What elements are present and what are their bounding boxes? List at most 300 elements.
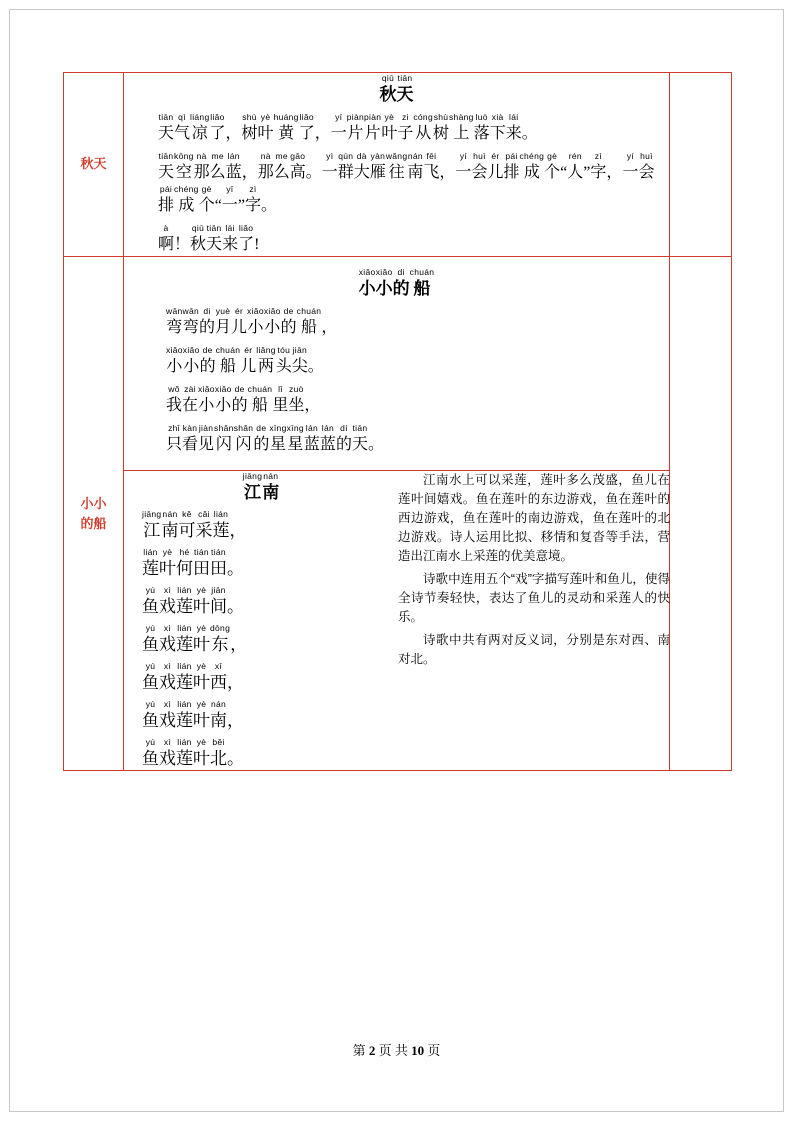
pinyin: liǎo bbox=[210, 112, 225, 122]
hanzi: 个 bbox=[544, 164, 561, 181]
hanzi: 南 bbox=[161, 521, 179, 540]
ruby-char bbox=[210, 737, 227, 770]
hanzi: 一 bbox=[330, 125, 347, 142]
pinyin: piàn bbox=[346, 112, 365, 122]
hanzi: 莲 bbox=[176, 597, 193, 616]
ruby-char bbox=[274, 112, 299, 145]
ruby-char bbox=[174, 151, 194, 184]
paragraph bbox=[124, 223, 669, 256]
ruby-char bbox=[226, 151, 242, 184]
hanzi: ， bbox=[314, 125, 331, 142]
pinyin: zì bbox=[594, 151, 603, 161]
ruby-char bbox=[178, 509, 195, 542]
row-label-text: 秋天 bbox=[80, 156, 107, 172]
pinyin: xiǎo bbox=[214, 384, 232, 394]
hanzi: 子 bbox=[397, 125, 414, 142]
pinyin: lián bbox=[177, 661, 192, 671]
hanzi: ， bbox=[439, 164, 456, 181]
pinyin: me bbox=[275, 151, 288, 161]
hanzi: 排 bbox=[158, 197, 175, 214]
pinyin: yí bbox=[335, 112, 343, 122]
hanzi: 采 bbox=[195, 521, 213, 540]
hanzi: 飞 bbox=[423, 164, 440, 181]
hanzi: 成 bbox=[523, 164, 540, 181]
hanzi: ， bbox=[225, 125, 242, 142]
hanzi: 弯 bbox=[182, 319, 199, 336]
pinyin: di bbox=[397, 267, 405, 277]
ruby-char bbox=[182, 384, 198, 417]
hanzi: 闪 bbox=[235, 436, 252, 453]
hanzi: 叶 bbox=[257, 125, 274, 142]
pinyin: jiān bbox=[292, 345, 307, 355]
ruby-char bbox=[560, 151, 567, 184]
hanzi: 了 bbox=[238, 236, 255, 253]
pinyin bbox=[227, 547, 244, 558]
hanzi: 蓝 bbox=[225, 164, 242, 181]
pinyin: yí bbox=[459, 151, 468, 161]
jiangnan-notes bbox=[398, 471, 670, 770]
pinyin: lián bbox=[143, 547, 158, 557]
ruby-char bbox=[159, 737, 176, 770]
ruby-char bbox=[174, 112, 190, 145]
hanzi: 。 bbox=[227, 559, 244, 578]
pinyin bbox=[227, 737, 244, 748]
pinyin: zuò bbox=[289, 384, 304, 394]
ruby-char bbox=[183, 345, 200, 378]
ruby-char bbox=[234, 423, 254, 456]
ruby-char bbox=[215, 306, 231, 339]
pinyin: xīng bbox=[286, 423, 304, 433]
hanzi: ， bbox=[241, 164, 258, 181]
hanzi: 叶 bbox=[193, 635, 210, 654]
hanzi: 莲 bbox=[176, 673, 193, 692]
ruby-char bbox=[519, 151, 544, 184]
pinyin bbox=[229, 509, 246, 520]
ruby-char bbox=[159, 623, 176, 656]
hanzi: 。 bbox=[227, 597, 244, 616]
pinyin: xià bbox=[491, 112, 504, 122]
pinyin bbox=[227, 585, 244, 596]
ruby-char bbox=[567, 151, 583, 184]
pinyin: jiān bbox=[211, 585, 226, 595]
ruby-char bbox=[226, 112, 242, 145]
hanzi: 叶 bbox=[193, 597, 210, 616]
hanzi: 秋 bbox=[190, 236, 207, 253]
ruby-char bbox=[490, 112, 506, 145]
pinyin: lián bbox=[177, 737, 192, 747]
ruby-char bbox=[176, 661, 193, 694]
pinyin: kàn bbox=[182, 423, 198, 433]
hanzi: 看 bbox=[182, 436, 199, 453]
ruby-char bbox=[274, 151, 290, 184]
lesson-xiaoxiaodechuan-body bbox=[124, 257, 670, 771]
ruby-char bbox=[214, 423, 234, 456]
ruby-char bbox=[174, 223, 190, 256]
ruby-char bbox=[210, 151, 226, 184]
ruby-char bbox=[304, 423, 320, 456]
ruby-char bbox=[258, 151, 274, 184]
hanzi: 叶 bbox=[381, 125, 398, 142]
poem-line bbox=[124, 661, 398, 694]
pinyin: yì bbox=[326, 151, 334, 161]
ruby-char bbox=[338, 151, 354, 184]
hanzi: 船 bbox=[219, 358, 236, 375]
hanzi: 落 bbox=[473, 125, 490, 142]
hanzi: 蓝 bbox=[319, 436, 336, 453]
hanzi: ！ bbox=[174, 236, 191, 253]
ruby-char bbox=[193, 699, 210, 732]
hanzi: 会 bbox=[638, 164, 655, 181]
hanzi: 戏 bbox=[159, 711, 176, 730]
hanzi: 的 bbox=[199, 358, 216, 375]
pinyin: tiān bbox=[352, 423, 368, 433]
pinyin: fēi bbox=[426, 151, 437, 161]
hanzi: 。 bbox=[521, 125, 538, 142]
hanzi: 。 bbox=[260, 197, 277, 214]
pinyin: wǎng bbox=[385, 151, 408, 161]
hanzi: 么 bbox=[209, 164, 226, 181]
pinyin: liǎo bbox=[238, 223, 254, 233]
hanzi: 么 bbox=[273, 164, 290, 181]
hanzi: 。 bbox=[305, 164, 322, 181]
ruby-char bbox=[193, 661, 210, 694]
ruby-char bbox=[503, 151, 519, 184]
hanzi: ， bbox=[606, 164, 623, 181]
ruby-char bbox=[606, 151, 622, 184]
ruby-char bbox=[158, 223, 174, 256]
ruby-char bbox=[142, 737, 159, 770]
pinyin: ér bbox=[491, 151, 500, 161]
pinyin: tián bbox=[211, 547, 226, 557]
ruby-char bbox=[522, 112, 538, 145]
pinyin: de bbox=[202, 345, 213, 355]
ruby-char bbox=[158, 112, 174, 145]
hanzi: 小 bbox=[375, 279, 393, 298]
pinyin: lán bbox=[227, 151, 240, 161]
hanzi: 了 bbox=[209, 125, 226, 142]
pinyin: nán bbox=[407, 151, 423, 161]
hanzi: 可 bbox=[178, 521, 196, 540]
pinyin: tiān bbox=[397, 73, 413, 83]
poem-line bbox=[132, 345, 661, 378]
pinyin: lán bbox=[305, 423, 319, 433]
footer-prefix: 第 bbox=[352, 1043, 366, 1058]
hanzi: 字 bbox=[244, 197, 261, 214]
pinyin: di bbox=[203, 306, 211, 316]
ruby-char bbox=[474, 112, 490, 145]
pinyin: huì bbox=[640, 151, 653, 161]
hanzi: 会 bbox=[471, 164, 488, 181]
ruby-char bbox=[455, 151, 471, 184]
pinyin: xiǎo bbox=[198, 384, 215, 394]
pinyin: huáng bbox=[273, 112, 299, 122]
ruby-char bbox=[272, 384, 288, 417]
ruby-char bbox=[222, 223, 238, 256]
pinyin: lián bbox=[177, 623, 192, 633]
ruby-char bbox=[297, 306, 322, 339]
row-label-qiutian bbox=[64, 73, 124, 257]
hanzi: “ bbox=[560, 164, 568, 181]
hanzi: 。 bbox=[367, 436, 384, 453]
ruby-char bbox=[381, 112, 397, 145]
row-label-text: 小小 的船 bbox=[80, 496, 107, 531]
ruby-char bbox=[276, 345, 292, 378]
pinyin: lái bbox=[225, 223, 235, 233]
hanzi: 鱼 bbox=[142, 711, 159, 730]
lesson-title-qiutian bbox=[124, 73, 669, 106]
hanzi: 江 bbox=[244, 483, 261, 502]
hanzi: 小 bbox=[247, 319, 264, 336]
right-margin-cell bbox=[670, 73, 732, 257]
pinyin bbox=[321, 306, 337, 317]
pinyin: huì bbox=[473, 151, 486, 161]
pinyin: yè bbox=[196, 585, 207, 595]
pinyin: lán bbox=[321, 423, 335, 433]
pinyin: yí bbox=[626, 151, 635, 161]
hanzi: 来 bbox=[222, 236, 239, 253]
poem-xiaoxiaodechuan bbox=[124, 257, 669, 471]
hanzi: 两 bbox=[258, 358, 275, 375]
hanzi: 江 bbox=[143, 521, 161, 540]
poem-line bbox=[124, 699, 398, 732]
hanzi: 啊 bbox=[158, 236, 175, 253]
ruby-char bbox=[261, 184, 277, 217]
hanzi: 南 bbox=[262, 483, 280, 502]
pinyin: xiǎo bbox=[263, 306, 281, 316]
poem-line bbox=[124, 585, 398, 618]
hanzi: 星 bbox=[269, 436, 286, 453]
ruby-char bbox=[158, 184, 174, 217]
ruby-char bbox=[242, 112, 258, 145]
pinyin: pái bbox=[505, 151, 518, 161]
ruby-char bbox=[210, 585, 227, 618]
ruby-char bbox=[227, 585, 244, 618]
ruby-char bbox=[264, 306, 281, 339]
pinyin bbox=[306, 151, 322, 162]
pinyin: tóu bbox=[277, 345, 291, 355]
pinyin: nán bbox=[162, 509, 178, 519]
hanzi: 树 bbox=[241, 125, 258, 142]
hanzi: 小 bbox=[264, 319, 281, 336]
ruby-char bbox=[210, 699, 227, 732]
hanzi: 的 bbox=[231, 397, 248, 414]
hanzi: 气 bbox=[174, 125, 191, 142]
ruby-char bbox=[159, 585, 176, 618]
hanzi: 成 bbox=[178, 197, 195, 214]
hanzi: 往 bbox=[388, 164, 405, 181]
pinyin: xì bbox=[163, 661, 172, 671]
pinyin: cóng bbox=[413, 112, 433, 122]
pinyin: zi bbox=[401, 112, 409, 122]
hanzi: 小 bbox=[215, 397, 232, 414]
ruby-char bbox=[227, 547, 244, 580]
hanzi: 。 bbox=[227, 749, 244, 768]
ruby-char bbox=[212, 509, 229, 542]
hanzi: 下 bbox=[489, 125, 506, 142]
hanzi: 天 bbox=[206, 236, 223, 253]
pinyin bbox=[261, 184, 277, 195]
hanzi: 戏 bbox=[159, 635, 176, 654]
hanzi: 一 bbox=[455, 164, 472, 181]
ruby-char bbox=[215, 384, 232, 417]
hanzi: 戏 bbox=[159, 673, 176, 692]
pinyin: lián bbox=[177, 699, 192, 709]
pinyin: nà bbox=[196, 151, 207, 161]
pinyin: dí bbox=[340, 423, 348, 433]
poem-line bbox=[124, 623, 398, 656]
ruby-char bbox=[352, 423, 368, 456]
ruby-char bbox=[193, 547, 210, 580]
paragraph bbox=[124, 151, 669, 217]
hanzi: 坐 bbox=[288, 397, 305, 414]
pinyin bbox=[308, 345, 324, 356]
pinyin: de bbox=[256, 423, 267, 433]
hanzi: 尖 bbox=[291, 358, 308, 375]
pinyin bbox=[583, 151, 590, 162]
pinyin: tiān bbox=[158, 151, 174, 161]
pinyin: yàn bbox=[370, 151, 386, 161]
pinyin: yú bbox=[145, 585, 156, 595]
ruby-char bbox=[142, 661, 159, 694]
hanzi: 。 bbox=[307, 358, 324, 375]
ruby-char bbox=[240, 345, 256, 378]
hanzi: 黄 bbox=[278, 125, 295, 142]
hanzi: 小 bbox=[358, 279, 376, 298]
ruby-char bbox=[487, 151, 503, 184]
pinyin bbox=[315, 112, 331, 123]
ruby-char bbox=[231, 306, 247, 339]
pinyin: chéng bbox=[174, 184, 199, 194]
ruby-char bbox=[423, 151, 439, 184]
ruby-char bbox=[206, 223, 222, 256]
hanzi: 莲 bbox=[176, 749, 193, 768]
pinyin: yú bbox=[145, 737, 156, 747]
hanzi: “ bbox=[214, 197, 222, 214]
ruby-char bbox=[248, 384, 273, 417]
jiangnan-split bbox=[124, 471, 670, 770]
hanzi: 南 bbox=[210, 711, 227, 730]
pinyin: cǎi bbox=[198, 509, 210, 519]
pinyin: chuán bbox=[215, 345, 241, 355]
pinyin: yè bbox=[196, 661, 207, 671]
pinyin: zhǐ bbox=[168, 423, 180, 433]
hanzi: 我 bbox=[166, 397, 183, 414]
pinyin: yú bbox=[145, 623, 156, 633]
hanzi: ， bbox=[230, 635, 248, 654]
hanzi: 叶 bbox=[159, 559, 176, 578]
pinyin: hé bbox=[179, 547, 190, 557]
ruby-char bbox=[159, 547, 176, 580]
ruby-char bbox=[288, 384, 304, 417]
pinyin: de bbox=[234, 384, 245, 394]
ruby-char bbox=[190, 223, 206, 256]
hanzi: 的 bbox=[199, 319, 216, 336]
ruby-char bbox=[321, 306, 337, 339]
ruby-char bbox=[216, 345, 241, 378]
hanzi: 儿 bbox=[487, 164, 504, 181]
pinyin bbox=[226, 112, 242, 123]
ruby-char bbox=[238, 184, 245, 217]
ruby-char bbox=[176, 585, 193, 618]
ruby-char bbox=[142, 585, 159, 618]
ruby-char bbox=[320, 423, 336, 456]
ruby-char bbox=[159, 661, 176, 694]
pinyin: yī bbox=[226, 184, 234, 194]
hanzi: 天 bbox=[396, 85, 414, 104]
pinyin: xiǎo bbox=[182, 345, 200, 355]
hanzi: 间 bbox=[210, 597, 227, 616]
ruby-char bbox=[336, 423, 352, 456]
hanzi: 戏 bbox=[159, 597, 176, 616]
hanzi: ， bbox=[304, 397, 321, 414]
ruby-char bbox=[193, 585, 210, 618]
row-label-xiaoxiaodechuan bbox=[64, 257, 124, 771]
hanzi: 鱼 bbox=[142, 673, 159, 692]
pinyin: wǒ bbox=[168, 384, 180, 394]
hanzi: 天 bbox=[158, 125, 175, 142]
pinyin: lái bbox=[509, 112, 519, 122]
hanzi: 船 bbox=[413, 279, 431, 298]
hanzi: 小 bbox=[198, 397, 215, 414]
ruby-char bbox=[176, 623, 193, 656]
ruby-char bbox=[210, 112, 226, 145]
hanzi: ， bbox=[229, 521, 247, 540]
ruby-char bbox=[198, 384, 215, 417]
table-row bbox=[64, 73, 732, 257]
ruby-char bbox=[176, 547, 193, 580]
hanzi: 排 bbox=[503, 164, 520, 181]
hanzi: 小 bbox=[183, 358, 200, 375]
pinyin: dōng bbox=[210, 623, 231, 633]
pinyin: yú bbox=[145, 661, 156, 671]
pinyin: xiǎo bbox=[166, 345, 183, 355]
ruby-char bbox=[439, 151, 455, 184]
ruby-char bbox=[166, 345, 183, 378]
ruby-char bbox=[238, 223, 254, 256]
poem-line bbox=[132, 384, 661, 417]
hanzi: 小 bbox=[166, 358, 183, 375]
hanzi: 一 bbox=[321, 164, 338, 181]
ruby-char bbox=[176, 737, 193, 770]
ruby-char bbox=[449, 112, 474, 145]
poem-line bbox=[132, 306, 661, 339]
hanzi: 的 bbox=[253, 436, 270, 453]
ruby-char bbox=[222, 184, 238, 217]
ruby-char bbox=[370, 151, 386, 184]
pinyin bbox=[560, 151, 567, 162]
pinyin: liǎng bbox=[256, 345, 276, 355]
ruby-char bbox=[397, 73, 414, 106]
ruby-char bbox=[227, 699, 244, 732]
ruby-char bbox=[200, 345, 216, 378]
ruby-char bbox=[142, 547, 159, 580]
pinyin bbox=[227, 699, 244, 710]
pinyin bbox=[227, 661, 244, 672]
pinyin: gè bbox=[201, 184, 212, 194]
footer-suffix: 页 bbox=[427, 1043, 441, 1058]
pinyin: tiān bbox=[206, 223, 222, 233]
hanzi: 见 bbox=[198, 436, 215, 453]
hanzi: 鱼 bbox=[142, 597, 159, 616]
ruby-char bbox=[254, 223, 259, 256]
pinyin: rén bbox=[568, 151, 582, 161]
hanzi: 片 bbox=[364, 125, 381, 142]
hanzi: 儿 bbox=[240, 358, 257, 375]
table-row bbox=[64, 257, 732, 771]
ruby-char bbox=[247, 306, 264, 339]
hanzi: 天 bbox=[351, 436, 368, 453]
poem-line bbox=[124, 547, 398, 580]
